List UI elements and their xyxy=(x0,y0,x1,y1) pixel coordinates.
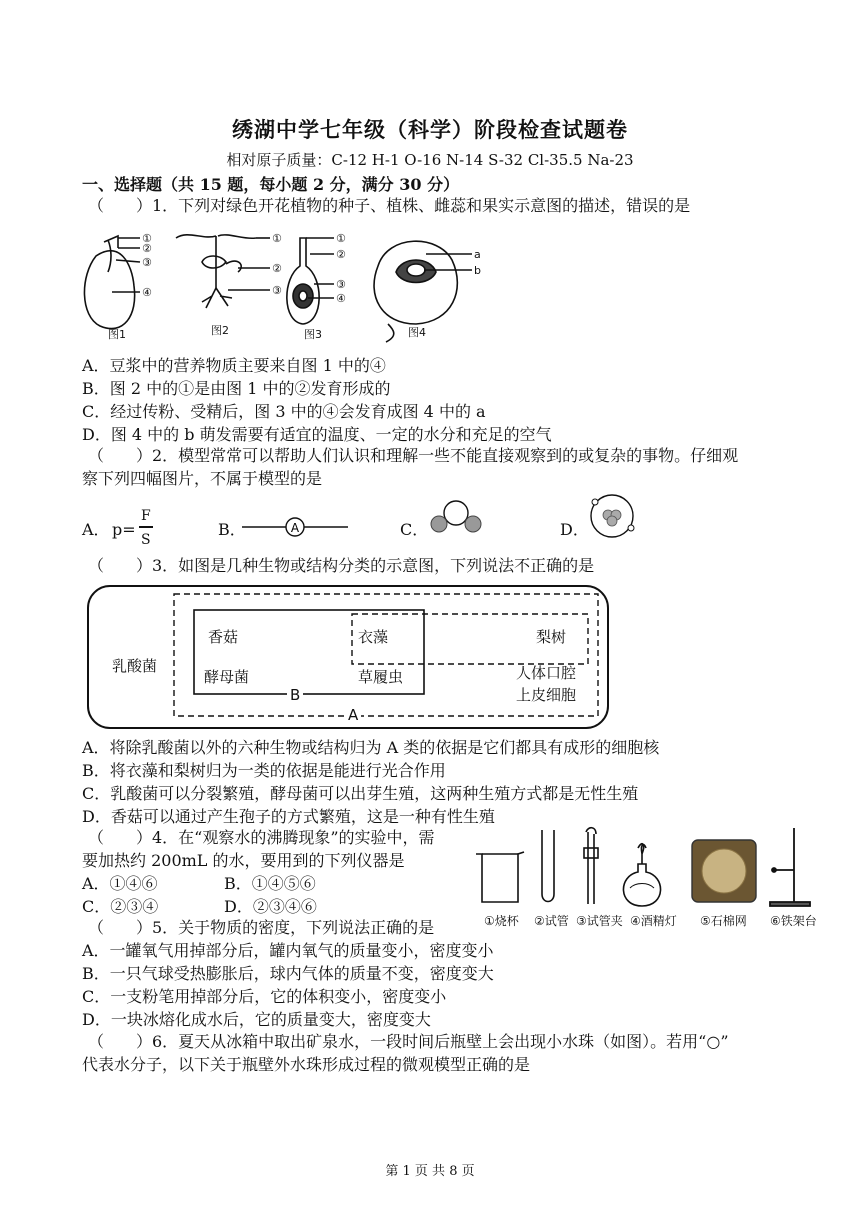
instrument-gauze: ⑤石棉网 xyxy=(700,914,747,928)
page-footer: 第 1 页 共 8 页 xyxy=(385,1164,475,1179)
group-label-a: A xyxy=(345,706,361,724)
q2-formula-bar xyxy=(139,526,153,528)
fig4-mark-b: b xyxy=(474,264,481,277)
q4-option-b: B．①④⑤⑥ xyxy=(224,874,316,893)
fig4-mark-a: a xyxy=(474,248,481,261)
q2-option-b-label: B． xyxy=(218,520,246,539)
fig2-mark-3: ③ xyxy=(272,284,282,297)
item-pear-tree: 梨树 xyxy=(536,628,567,646)
fig3-mark-4: ④ xyxy=(336,292,346,305)
q4-option-d: D．②③④⑥ xyxy=(224,897,317,916)
q2-option-a-label: A． xyxy=(82,520,110,539)
item-lactobacillus: 乳酸菌 xyxy=(112,657,158,675)
q6-stem-line2: 代表水分子，以下关于瓶壁外水珠形成过程的微观模型正确的是 xyxy=(82,1055,531,1074)
ammeter-symbol xyxy=(242,514,348,540)
fig3-caption: 图3 xyxy=(304,328,322,341)
fig3-mark-3: ③ xyxy=(336,278,346,291)
item-chlamydomonas: 衣藻 xyxy=(358,628,389,646)
q2-formula-numerator: F xyxy=(141,508,151,524)
item-mushroom: 香菇 xyxy=(208,628,239,646)
q5-option-d: D．一块冰熔化成水后，它的质量变大，密度变大 xyxy=(82,1010,431,1029)
instrument-test-tube: ②试管 xyxy=(534,914,569,928)
q2-formula-lhs: p= xyxy=(112,520,136,539)
instrument-beaker: ①烧杯 xyxy=(484,914,519,928)
fig3-mark-2: ② xyxy=(336,248,346,261)
q5-option-a: A．一罐氧气用掉部分后，罐内氧气的质量变小，密度变小 xyxy=(82,941,494,960)
q4-option-a: A．①④⑥ xyxy=(82,874,158,893)
ammeter-label: A xyxy=(290,521,300,535)
instrument-iron-stand: ⑥铁架台 xyxy=(770,914,817,928)
q1-option-d: D．图 4 中的 b 萌发需要有适宜的温度、一定的水分和充足的空气 xyxy=(82,425,552,444)
fig2-caption: 图2 xyxy=(211,324,229,337)
group-label-b: B xyxy=(287,686,303,704)
instrument-alcohol-lamp: ④酒精灯 xyxy=(630,914,677,928)
q5-option-b: B．一只气球受热膨胀后，球内气体的质量不变，密度变大 xyxy=(82,964,494,983)
fig4-caption: 图4 xyxy=(408,326,426,339)
q3-option-c: C．乳酸菌可以分裂繁殖，酵母菌可以出芽生殖，这两种生殖方式都是无性生殖 xyxy=(82,784,639,803)
q4-option-c: C．②③④ xyxy=(82,897,159,916)
section-heading: 一、选择题（共 15 题，每小题 2 分，满分 30 分） xyxy=(82,175,460,194)
q1-stem: （ ）1．下列对绿色开花植物的种子、植株、雌蕊和果实示意图的描述，错误的是 xyxy=(88,196,691,215)
q6-stem-line1: （ ）6．夏天从冰箱中取出矿泉水，一段时间后瓶壁上会出现小水珠（如图）。若用“○” xyxy=(88,1032,729,1051)
q3-stem: （ ）3．如图是几种生物或结构分类的示意图，下列说法不正确的是 xyxy=(88,556,595,575)
q1-figures xyxy=(78,226,481,346)
q1-option-b: B．图 2 中的①是由图 1 中的②发育形成的 xyxy=(82,379,391,398)
fig1-mark-2: ② xyxy=(142,242,152,255)
q2-formula-denominator: S xyxy=(141,532,151,548)
atom-model xyxy=(586,490,638,540)
fig1-mark-3: ③ xyxy=(142,256,152,269)
item-paramecium: 草履虫 xyxy=(358,668,404,686)
q2-stem-line2: 察下列四幅图片，不属于模型的是 xyxy=(82,469,323,488)
fig2-mark-2: ② xyxy=(272,262,282,275)
fig1-mark-1: ① xyxy=(142,232,152,245)
fig1-mark-4: ④ xyxy=(142,286,152,299)
atomic-mass-note: 相对原子质量：C-12 H-1 O-16 N-14 S-32 Cl-35.5 Na-23 xyxy=(226,151,634,169)
fig2-mark-1: ① xyxy=(272,232,282,245)
q1-option-c: C．经过传粉、受精后，图 3 中的④会发育成图 4 中的 a xyxy=(82,402,486,421)
q3-option-a: A．将除乳酸菌以外的六种生物或结构归为 A 类的依据是它们都具有成形的细胞核 xyxy=(82,738,660,757)
water-molecule-model xyxy=(428,498,484,538)
q2-option-d-label: D． xyxy=(560,520,589,539)
q3-option-b: B．将衣藻和梨树归为一类的依据是能进行光合作用 xyxy=(82,761,446,780)
q5-option-c: C．一支粉笔用掉部分后，它的体积变小，密度变小 xyxy=(82,987,447,1006)
q2-option-c-label: C． xyxy=(400,520,429,539)
q5-stem: （ ）5．关于物质的密度，下列说法正确的是 xyxy=(88,918,435,937)
q4-stem-line1: （ ）4．在“观察水的沸腾现象”的实验中，需 xyxy=(88,828,435,847)
item-oral-cell-line1: 人体口腔 xyxy=(516,664,577,682)
instrument-tube-clamp: ③试管夹 xyxy=(576,914,623,928)
fig3-mark-1: ① xyxy=(336,232,346,245)
page-title: 绣湖中学七年级（科学）阶段检查试题卷 xyxy=(232,117,628,142)
q3-option-d: D．香菇可以通过产生孢子的方式繁殖，这是一种有性生殖 xyxy=(82,807,495,826)
fig1-caption: 图1 xyxy=(108,328,126,341)
item-yeast: 酵母菌 xyxy=(204,668,250,686)
lab-instruments xyxy=(470,824,820,908)
item-oral-cell-line2: 上皮细胞 xyxy=(516,686,577,704)
q4-stem-line2: 要加热约 200mL 的水，要用到的下列仪器是 xyxy=(82,851,405,870)
q1-option-a: A．豆浆中的营养物质主要来自图 1 中的④ xyxy=(82,356,386,375)
q2-stem-line1: （ ）2．模型常常可以帮助人们认识和理解一些不能直接观察到的或复杂的事物。仔细观 xyxy=(88,446,739,465)
